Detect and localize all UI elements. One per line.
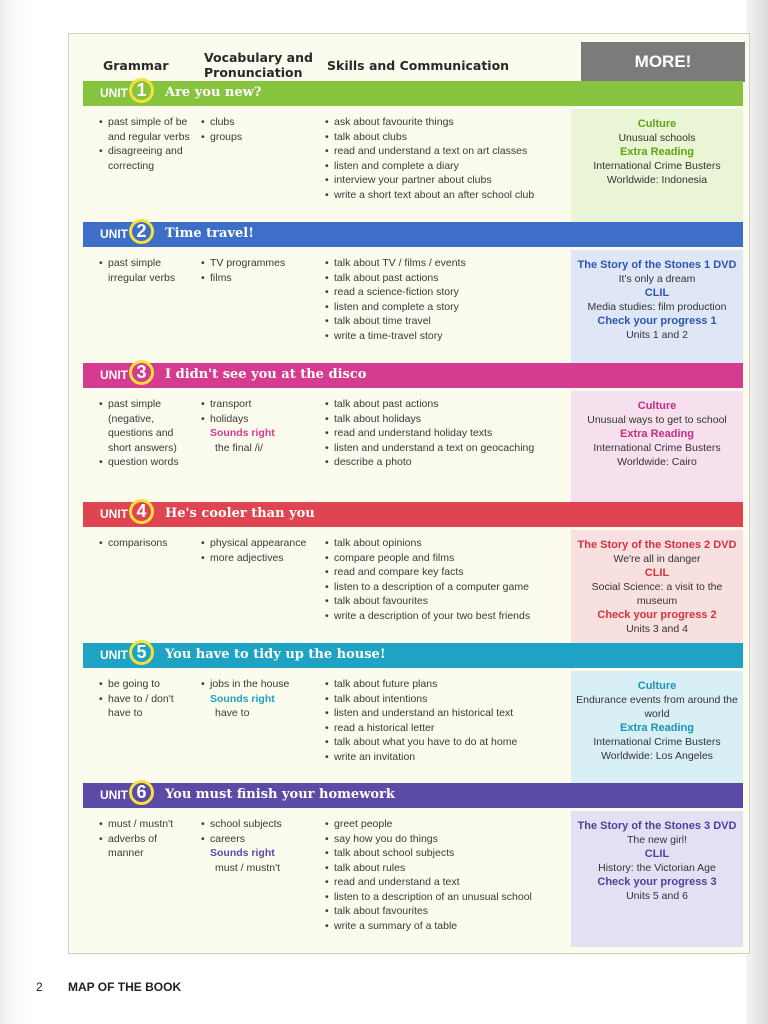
more-text: Units 5 and 6	[626, 890, 688, 902]
header-skills: Skills and Communication	[327, 57, 510, 73]
list-item: • read and understand a text on art classes	[325, 144, 565, 159]
list-item: • listen and complete a story	[325, 300, 565, 315]
unit-number-badge: 5	[129, 640, 154, 665]
unit-number-badge: 2	[129, 219, 154, 244]
page-number: 2	[36, 980, 43, 994]
list-item: • talk about time travel	[325, 314, 565, 329]
list-item: • past simple of be and regular verbs	[99, 115, 191, 144]
skills-cell	[325, 115, 565, 202]
unit-section	[69, 643, 749, 783]
unit-title: You must finish your homework	[165, 787, 395, 802]
more-heading: Culture	[637, 400, 677, 412]
skills-cell	[325, 817, 565, 933]
unit-number-badge: 3	[129, 360, 154, 385]
list-item: • talk about favourites	[325, 904, 565, 919]
more-text: Units 1 and 2	[626, 329, 688, 341]
list-item: • write an invitation	[325, 750, 565, 765]
grammar-cell	[99, 397, 191, 470]
sounds-right-text: must / mustn't	[215, 861, 281, 874]
unit-section	[69, 502, 749, 643]
list-item: • ask about favourite things	[325, 115, 565, 130]
list-item: • write a time-travel story	[325, 329, 565, 344]
list-item: • question words	[99, 455, 191, 470]
more-cell	[571, 811, 743, 947]
more-cell	[571, 109, 743, 222]
unit-label: UNIT	[100, 648, 128, 662]
more-cell	[571, 250, 743, 363]
list-item: • read and understand a text	[325, 875, 565, 890]
list-item: • school subjects	[201, 817, 319, 832]
list-item: • read a historical letter	[325, 721, 565, 736]
header-vocabulary: Vocabulary and Pronunciation	[204, 50, 313, 80]
unit-title-bar	[83, 363, 743, 388]
unit-title-bar	[83, 643, 743, 668]
list-item: • talk about holidays	[325, 412, 565, 427]
list-item: • read and compare key facts	[325, 565, 565, 580]
grammar-cell	[99, 817, 191, 861]
unit-section	[69, 783, 749, 947]
list-item: • transport	[201, 397, 319, 412]
map-of-the-book-table	[68, 33, 750, 954]
list-item: • talk about school subjects	[325, 846, 565, 861]
more-text: Worldwide: Los Angeles	[601, 750, 713, 762]
list-item: • past simple irregular verbs	[99, 256, 191, 285]
unit-label: UNIT	[100, 86, 128, 100]
unit-number-badge: 1	[129, 78, 154, 103]
list-item: • TV programmes	[201, 256, 319, 271]
list-item: • more adjectives	[201, 551, 319, 566]
skills-cell	[325, 536, 565, 623]
list-item: • read and understand holiday texts	[325, 426, 565, 441]
list-item: • disagreeing and correcting	[99, 144, 191, 173]
unit-number-badge: 4	[129, 499, 154, 524]
unit-section	[69, 81, 749, 222]
sounds-right-text: have to	[215, 707, 250, 719]
list-item: • clubs	[201, 115, 319, 130]
sounds-right-label: Sounds right	[210, 847, 275, 859]
skills-cell	[325, 397, 565, 470]
list-item: • past simple (negative, questions and short answers)	[99, 397, 191, 455]
list-item: • talk about favourites	[325, 594, 565, 609]
more-text: Unusual schools	[618, 132, 696, 144]
more-heading: Check your progress 2	[597, 609, 717, 621]
more-text: It's only a dream	[618, 273, 696, 285]
more-cell	[571, 391, 743, 502]
more-heading: Extra Reading	[620, 428, 694, 440]
list-item: • talk about past actions	[325, 271, 565, 286]
more-text: We're all in danger	[613, 553, 701, 565]
vocabulary-cell	[201, 397, 319, 455]
more-text: The new girl!	[626, 834, 688, 846]
more-text: Worldwide: Indonesia	[606, 174, 708, 186]
list-item: • listen and understand a text on geocaching	[325, 441, 565, 456]
list-item: • describe a photo	[325, 455, 565, 470]
more-heading: The Story of the Stones 3 DVD	[577, 820, 737, 832]
list-item: • talk about intentions	[325, 692, 565, 707]
more-text: International Crime Busters	[593, 442, 721, 454]
list-item: • talk about clubs	[325, 130, 565, 145]
vocabulary-cell	[201, 536, 319, 565]
list-item: • greet people	[325, 817, 565, 832]
skills-cell	[325, 256, 565, 343]
list-item: • talk about future plans	[325, 677, 565, 692]
more-text: Social Science: a visit to the museum	[591, 581, 723, 607]
more-text: History: the Victorian Age	[598, 862, 716, 874]
sounds-right-label: Sounds right	[210, 692, 275, 705]
more-text: Unusual ways to get to school	[587, 414, 727, 426]
list-item: • be going to	[99, 677, 191, 692]
list-item: • listen and understand an historical text	[325, 706, 565, 721]
unit-title: He's cooler than you	[165, 506, 315, 521]
unit-title-bar	[83, 222, 743, 247]
more-heading: Culture	[637, 118, 677, 130]
list-item: • talk about what you have to do at home	[325, 735, 565, 750]
list-item: • read a science-fiction story	[325, 285, 565, 300]
header-more: MORE!	[581, 42, 745, 82]
vocabulary-cell	[201, 115, 319, 144]
unit-section	[69, 222, 749, 363]
unit-title: Time travel!	[165, 226, 254, 241]
unit-title: You have to tidy up the house!	[165, 647, 386, 662]
sounds-right-text: the final /i/	[215, 441, 263, 454]
unit-label: UNIT	[100, 368, 128, 382]
list-item: • talk about TV / films / events	[325, 256, 565, 271]
unit-title-bar	[83, 783, 743, 808]
unit-title-bar	[83, 502, 743, 527]
more-heading: Culture	[637, 680, 677, 692]
list-item: • say how you do things	[325, 832, 565, 847]
header-grammar: Grammar	[103, 57, 169, 73]
unit-section	[69, 363, 749, 502]
unit-label: UNIT	[100, 507, 128, 521]
footer-title: MAP OF THE BOOK	[68, 980, 182, 994]
list-item: • careers	[201, 832, 319, 847]
list-item: • listen to a description of a computer game	[325, 580, 565, 595]
list-item: • have to / don't have to	[99, 692, 191, 721]
list-item: • films	[201, 271, 319, 286]
list-item: • physical appearance	[201, 536, 319, 551]
list-item: • interview your partner about clubs	[325, 173, 565, 188]
more-heading: CLIL	[644, 848, 670, 860]
sounds-right-label: Sounds right	[210, 427, 275, 439]
unit-number-badge: 6	[129, 780, 154, 805]
more-cell	[571, 530, 743, 643]
list-item: • write a short text about an after school club	[325, 188, 565, 203]
vocabulary-cell	[201, 677, 319, 721]
list-item: • listen and complete a diary	[325, 159, 565, 174]
unit-title: I didn't see you at the disco	[165, 367, 367, 382]
more-text: Worldwide: Cairo	[617, 456, 697, 468]
list-item: • must / mustn't	[99, 817, 191, 832]
more-heading: The Story of the Stones 1 DVD	[577, 259, 737, 271]
skills-cell	[325, 677, 565, 764]
list-item: • listen to a description of an unusual school	[325, 890, 565, 905]
list-item: • write a description of your two best friends	[325, 609, 565, 624]
list-item: • jobs in the house	[201, 677, 319, 692]
vocabulary-cell	[201, 817, 319, 875]
list-item: • talk about rules	[325, 861, 565, 876]
list-item: • groups	[201, 130, 319, 145]
unit-title: Are you new?	[165, 85, 262, 100]
list-item: • holidays	[201, 412, 319, 427]
list-item: • compare people and films	[325, 551, 565, 566]
more-heading: Check your progress 3	[597, 876, 717, 888]
more-text: Media studies: film production	[587, 301, 727, 313]
more-text: International Crime Busters	[593, 736, 721, 748]
more-heading: CLIL	[644, 287, 670, 299]
grammar-cell	[99, 536, 191, 551]
more-heading: The Story of the Stones 2 DVD	[577, 539, 737, 551]
grammar-cell	[99, 677, 191, 721]
grammar-cell	[99, 256, 191, 285]
more-text: Endurance events from around the world	[576, 694, 738, 720]
grammar-cell	[99, 115, 191, 173]
more-text: International Crime Busters	[593, 160, 721, 172]
more-text: Units 3 and 4	[626, 623, 688, 635]
more-heading: Extra Reading	[620, 146, 694, 158]
list-item: • write a summary of a table	[325, 919, 565, 934]
list-item: • talk about past actions	[325, 397, 565, 412]
more-cell	[571, 671, 743, 783]
unit-label: UNIT	[100, 227, 128, 241]
more-heading: Extra Reading	[620, 722, 694, 734]
vocabulary-cell	[201, 256, 319, 285]
unit-label: UNIT	[100, 788, 128, 802]
list-item: • talk about opinions	[325, 536, 565, 551]
list-item: • adverbs of manner	[99, 832, 191, 861]
unit-title-bar	[83, 81, 743, 106]
more-heading: CLIL	[644, 567, 670, 579]
list-item: • comparisons	[99, 536, 191, 551]
more-heading: Check your progress 1	[597, 315, 717, 327]
